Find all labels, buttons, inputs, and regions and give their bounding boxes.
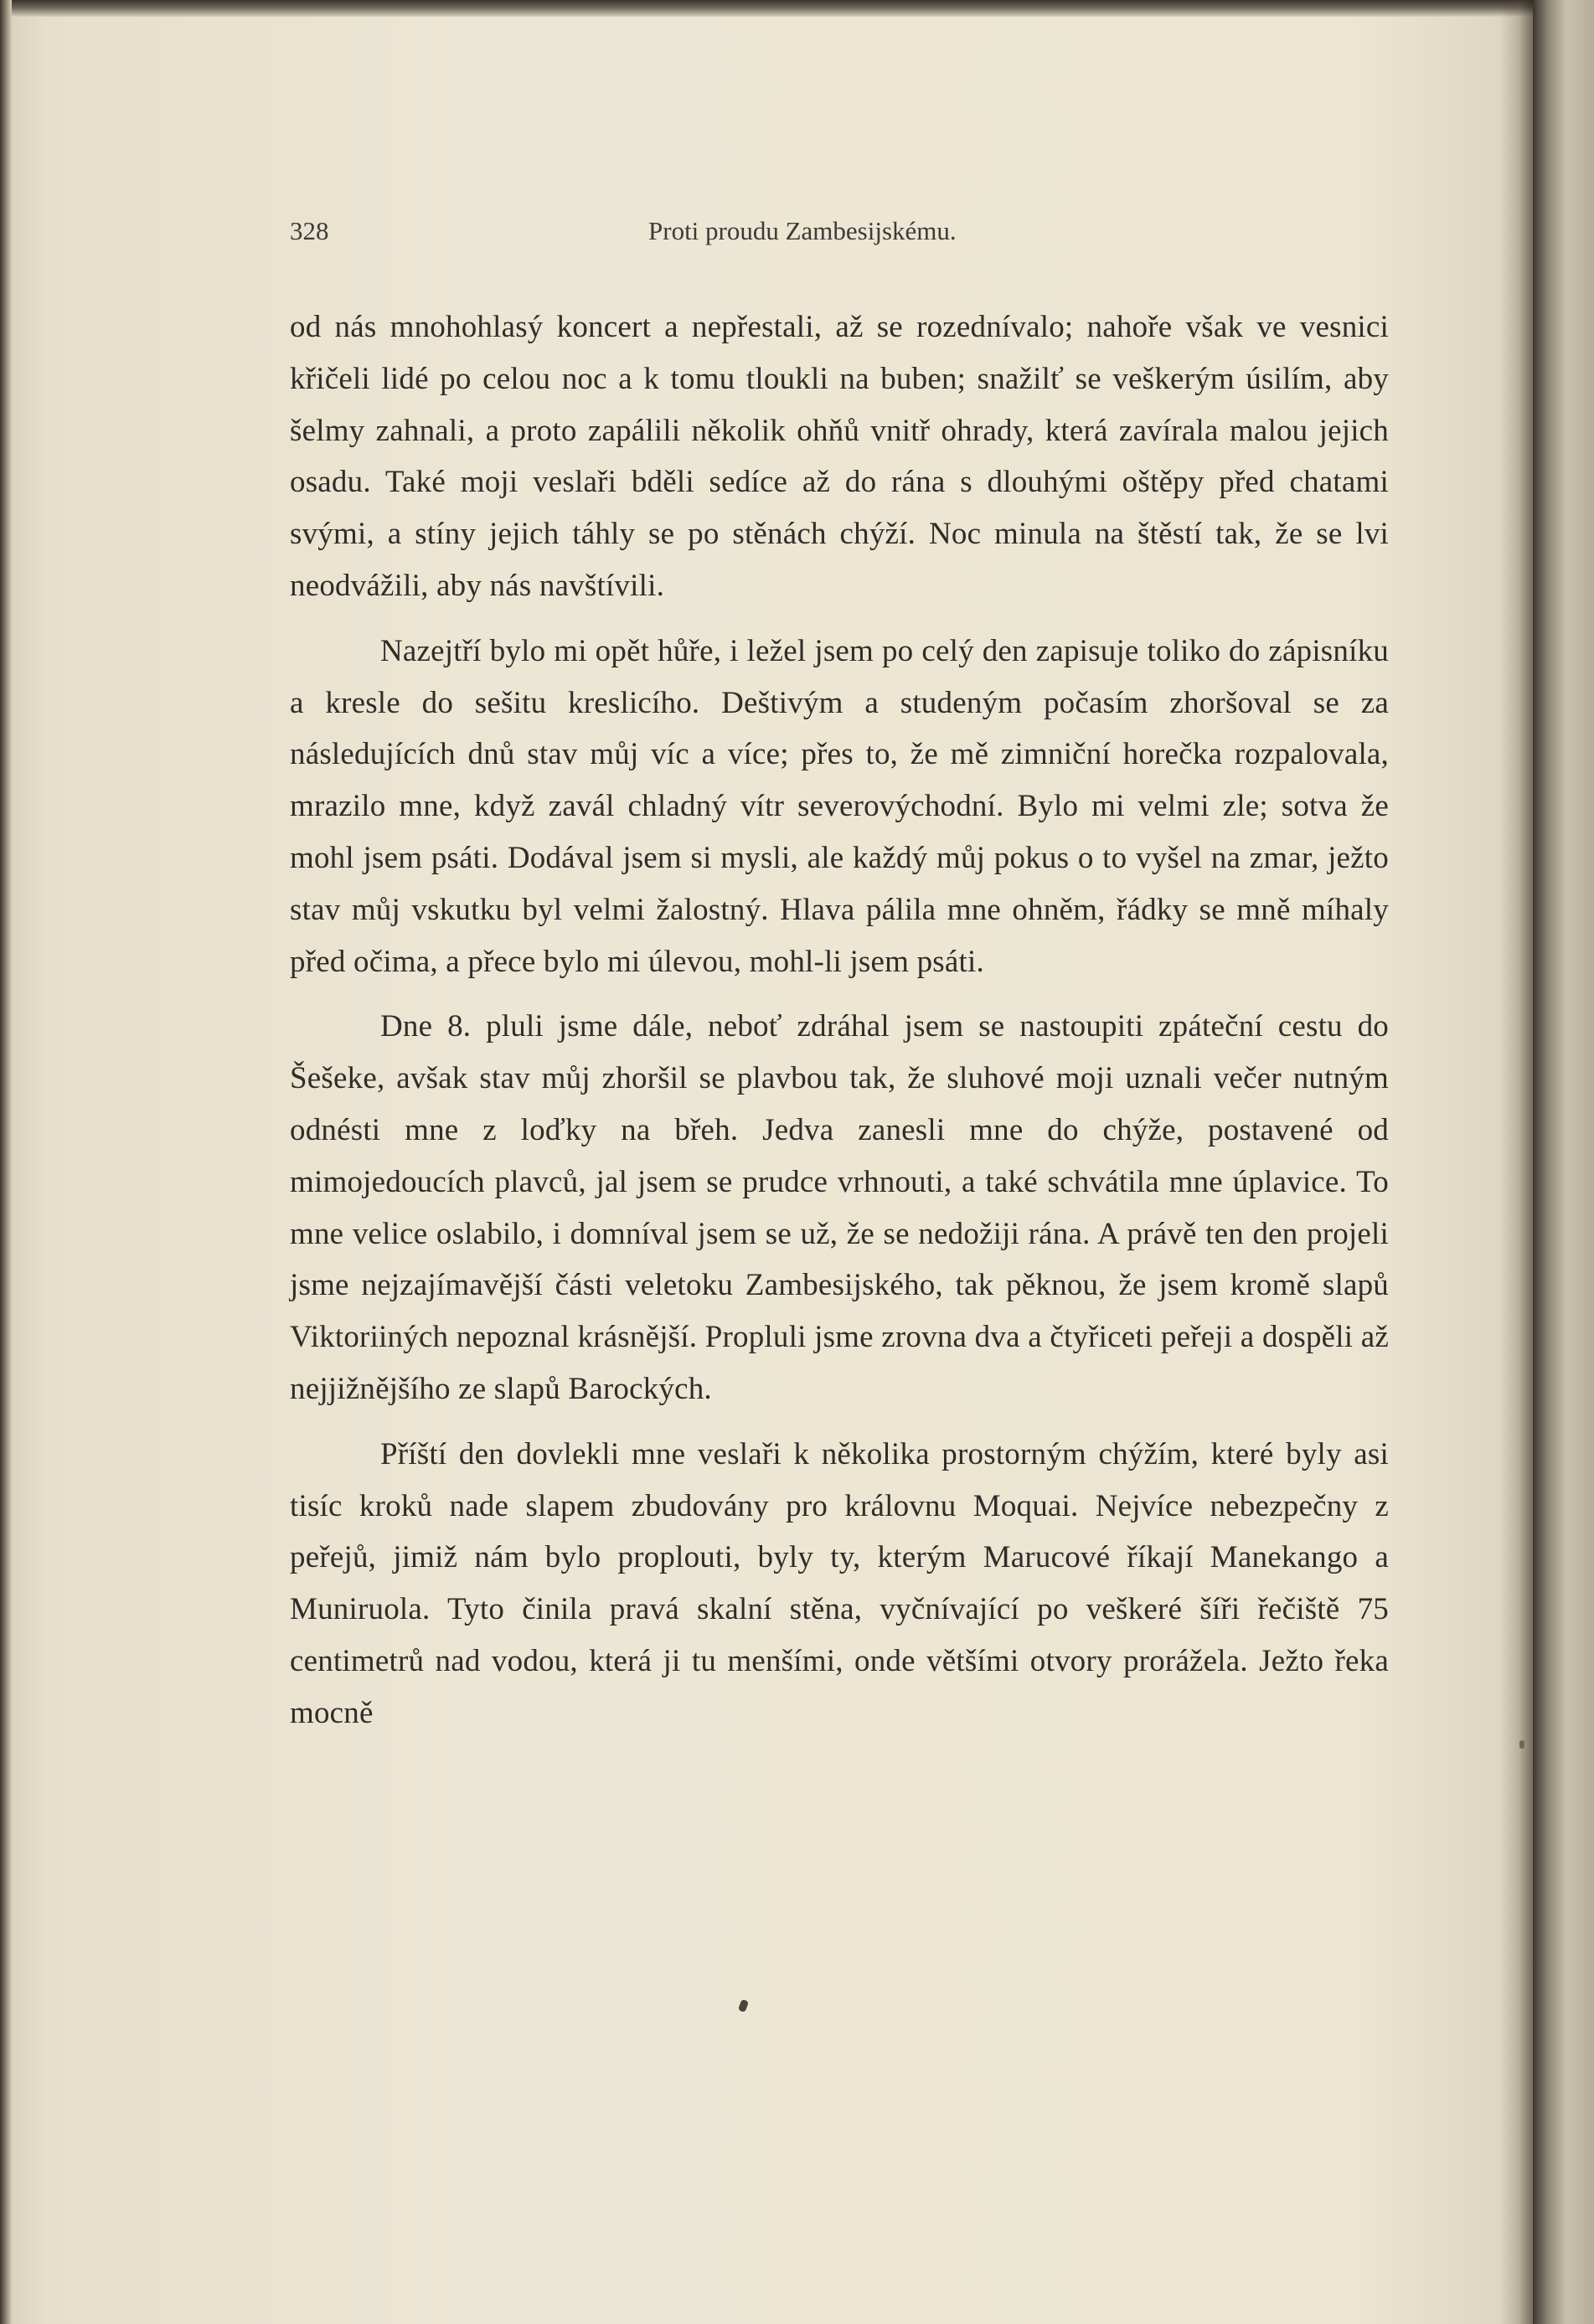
page-left-edge bbox=[0, 0, 12, 2324]
paragraph-1: od nás mnohohlasý koncert a nepřestali, až se rozednívalo; nahoře však ve vesnici křičeli lidé po celou noc a k tomu tloukli na buben; snažilť se veškerým úsilím, aby šelmy zahnali, a proto zapálili několik ohňů vnitř ohrady, která zavírala malou jejich osadu. Také moji veslaři bděli sedíce až do rána s dlouhými oštěpy před chatami svými, a stíny jejich táhly se po stěnách chýží. Noc minula na štěstí tak, že se lvi neodvážili, aby nás navštívili. bbox=[290, 310, 1389, 603]
page-number: 328 bbox=[290, 216, 329, 245]
running-title: Proti proudu Zambesijskému. bbox=[648, 216, 957, 245]
bottom-ink-mark bbox=[738, 1999, 749, 2012]
margin-ink-speck bbox=[1519, 1740, 1524, 1749]
binding-shadow bbox=[1499, 0, 1533, 2324]
body-text bbox=[290, 301, 1389, 1739]
paragraph-4: Příští den dovlekli mne veslaři k několika prostorným chýžím, které byly asi tisíc kroků nade slapem zbudovány pro královnu Moquai. Nejvíce nebezpečny z peřejů, jimiž nám bylo proplouti, byly ty, kterým Marucové říkají Manekango a Muniruola. Tyto činila pravá skalní stěna, vyčnívající po veškeré šíři řečiště 75 centimetrů nad vodou, která ji tu menšími, onde většími otvory prorážela. Ježto řeka mocně bbox=[290, 1436, 1389, 1730]
page-top-edge bbox=[0, 0, 1594, 17]
page-header bbox=[290, 216, 1136, 250]
paragraph-3: Dne 8. pluli jsme dále, neboť zdráhal jsem se nastoupiti zpáteční cestu do Šešeke, avšak stav můj zhoršil se plavbou tak, že sluhové moji uznali večer nutným odnésti mne z loďky na břeh. Jedva zanesli mne do chýže, postavené od mimojedoucích plavců, jal jsem se prudce vrhnouti, a také schvátila mne úplavice. To mne velice oslabilo, i domníval jsem se už, že se nedožiji rána. A právě ten den projeli jsme nejzajímavější části veletoku Zambesijského, tak pěknou, že jsem kromě slapů Viktoriiných nepoznal krásnější. Propluli jsme zrovna dva a čtyřiceti peřeji a dospěli až nejjižnějšího ze slapů Barockých. bbox=[290, 1009, 1389, 1406]
adjacent-page-edge bbox=[1533, 0, 1594, 2324]
paragraph-2: Nazejtří bylo mi opět hůře, i ležel jsem po celý den zapisuje toliko do zápisníku a kresle do sešitu kreslicího. Deštivým a studeným počasím zhoršoval se za následujících dnů stav můj víc a více; přes to, že mě zimniční horečka rozpalovala, mrazilo mne, když zavál chladný vítr severovýchodní. Bylo mi velmi zle; sotva že mohl jsem psáti. Dodával jsem si mysli, ale každý můj pokus o to vyšel na zmar, ježto stav můj vskutku byl velmi žalostný. Hlava pálila mne ohněm, řádky se mně míhaly před očima, a přece bylo mi úlevou, mohl-li jsem psáti. bbox=[290, 633, 1389, 979]
